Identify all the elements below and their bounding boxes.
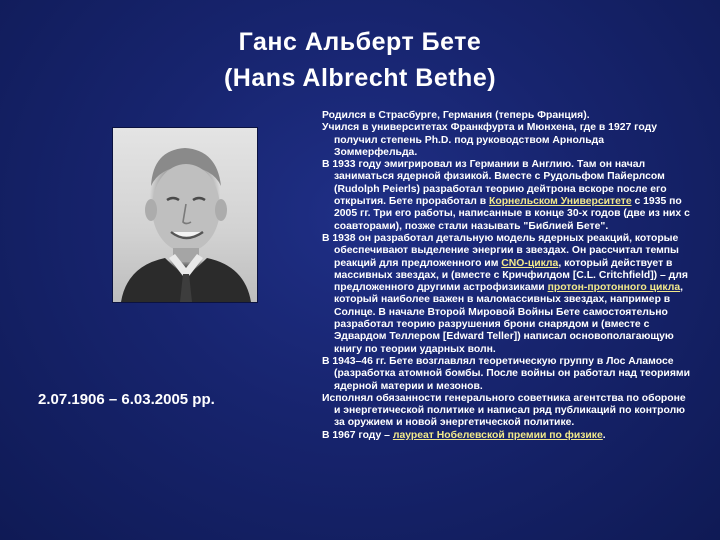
- proton-proton-cycle-link[interactable]: протон-протонного цикла: [547, 282, 681, 294]
- bio-nobel: [322, 430, 690, 442]
- slide-title: [0, 24, 720, 96]
- cornell-university-link[interactable]: Корнельском Университете: [489, 196, 632, 208]
- bio-los-alamos: В 1943–46 гг. Бете возглавлял теоретическую группу в Лос Аламосе (разработка атомной бомбы. После войны он работал над теориями ядерной материи и мезонов.: [322, 355, 690, 392]
- bio-reactions-text-end: , который наиболее важен в маломассивных звездах, например в Солнце. В начале Второй Мировой Войны Бете самостоятельно разработал теорию разрушения брони снарядом и (вместе с Эдвардом Теллером [Edward Teller]) написал основополагающую книгу по теории ударных волн.: [334, 282, 684, 355]
- bio-stellar-reactions: [322, 233, 690, 356]
- portrait-photo: [112, 127, 258, 303]
- biography-text: [322, 110, 690, 442]
- bio-education: Учился в университетах Франкфурта и Мюнхена, где в 1927 году получил степень Ph.D. под руководством Арнольда Зоммерфельда.: [322, 122, 658, 158]
- title-russian: Ганс Альберт Бете: [238, 28, 482, 56]
- bio-nobel-text: В 1967 году –: [322, 429, 393, 441]
- title-original: (Hans Albrecht Bethe): [223, 64, 497, 92]
- bio-birthplace: Родился в Страсбурге, Германия (теперь Франция).: [322, 110, 590, 121]
- portrait-illustration: [113, 128, 257, 302]
- cno-cycle-link[interactable]: CNO-цикла: [501, 257, 559, 269]
- bio-advisor: Исполнял обязанности генерального советника агентства по обороне и энергетической политике и написал ряд публикаций по контролю за оружием и новой энергетической политике.: [322, 392, 686, 429]
- nobel-prize-link[interactable]: лауреат Нобелевской премии по физике: [392, 429, 603, 441]
- life-dates: 2.07.1906 – 6.03.2005 рр.: [38, 391, 215, 408]
- bio-reactions-text-cont: , который действует в массивных звездах, и (вместе с Кричфилдом [C.L. Critchfield]) – для предложенного другими астрофизиками: [334, 257, 688, 294]
- bio-emigration: [322, 159, 690, 233]
- bio-emigration-text-cont: с 1935 по 2005 гг. Три его работы, написанные в конце 30-х годов (две из них с соавторами), позже стали называть "Библией Бете".: [334, 196, 690, 232]
- bio-nobel-end: .: [602, 429, 606, 441]
- bio-emigration-text: В 1933 году эмигрировал из Германии в Англию. Там он начал заниматься ядерной физикой. Вместе с Рудольфом Пайерлсом (Rudolph Peierls) разработал теорию дейтрона вскоре после его открытия. Бете проработал в: [322, 159, 667, 208]
- bio-reactions-text: В 1938 он разработал детальную модель ядерных реакций, которые обеспечивают выделение энергии в звездах. Он рассчитал темпы реакций для предложенного им: [322, 232, 679, 269]
